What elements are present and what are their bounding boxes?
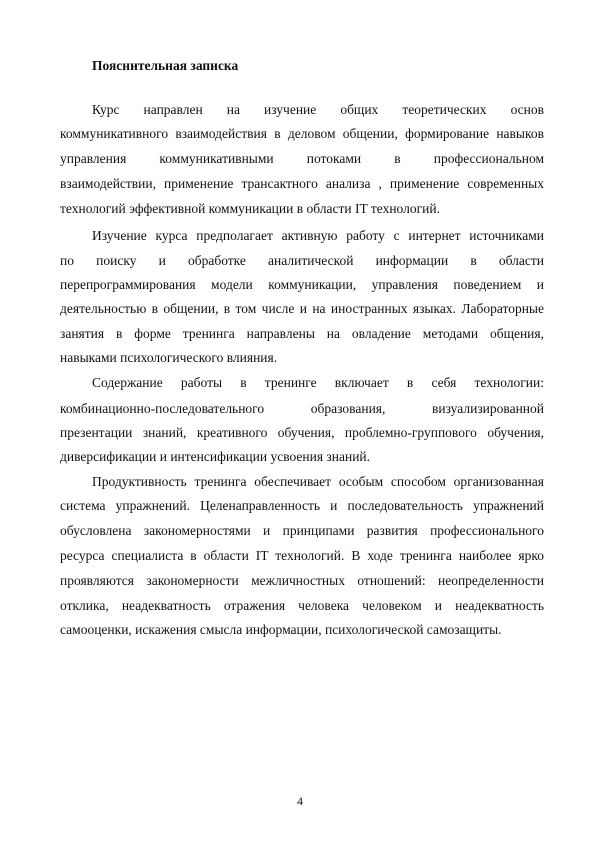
text-line: диверсификации и интенсификации усвоения знаний. [60,449,371,464]
text-line: отклика, неадекватность отражения человека человеком и неадекватность [60,598,544,613]
text-line: презентации знаний, креативного обучения, проблемно-группового обучения, [60,425,544,440]
text-line: Изучение курса предполагает активную работу с интернет источниками [92,228,544,243]
text-line: технологий эффективной коммуникации в области IT технологий. [60,201,440,216]
text-line: перепрограммирования модели коммуникации, управления поведением и [60,277,544,292]
page-title: Пояснительная записка [92,58,239,73]
text-line: система упражнений. Целенаправленность и последовательность упражнений [60,498,544,513]
text-line: самооценки, искажения смысла информации, психологической самозащиты. [60,622,502,637]
text-line: Продуктивность тренинга обеспечивает особым способом организованная [92,474,544,489]
text-line: навыками психологического влияния. [60,350,278,365]
text-line: Содержание работы в тренинге включает в себя технологии: [92,375,544,390]
text-line: комбинационно-последовательного образования, визуализированной [60,401,544,416]
text-line: управления коммуникативными потоками в профессиональном [60,151,544,166]
text-line: проявляются закономерности межличностных отношений: неопределенности [60,573,544,588]
text-line: обусловлена закономерностями и принципами развития профессионального [60,523,544,538]
text-line: занятия в форме тренинга направлены на овладение методами общения, [60,326,544,341]
text-line: Курс направлен на изучение общих теоретических основ [92,102,544,117]
page-number: 4 [297,794,303,808]
text-line: взаимодействии, применение трансактного анализа , применение современных [60,176,544,191]
text-line: ресурса специалиста в области IT технологий. В ходе тренинга наиболее ярко [60,548,544,563]
text-line: коммуникативного взаимодействия в деловом общении, формирование навыков [60,126,544,141]
text-line: по поиску и обработке аналитической информации в области [60,253,544,268]
text-line: деятельностью в общении, в том числе и на иностранных языках. Лабораторные [60,301,544,316]
